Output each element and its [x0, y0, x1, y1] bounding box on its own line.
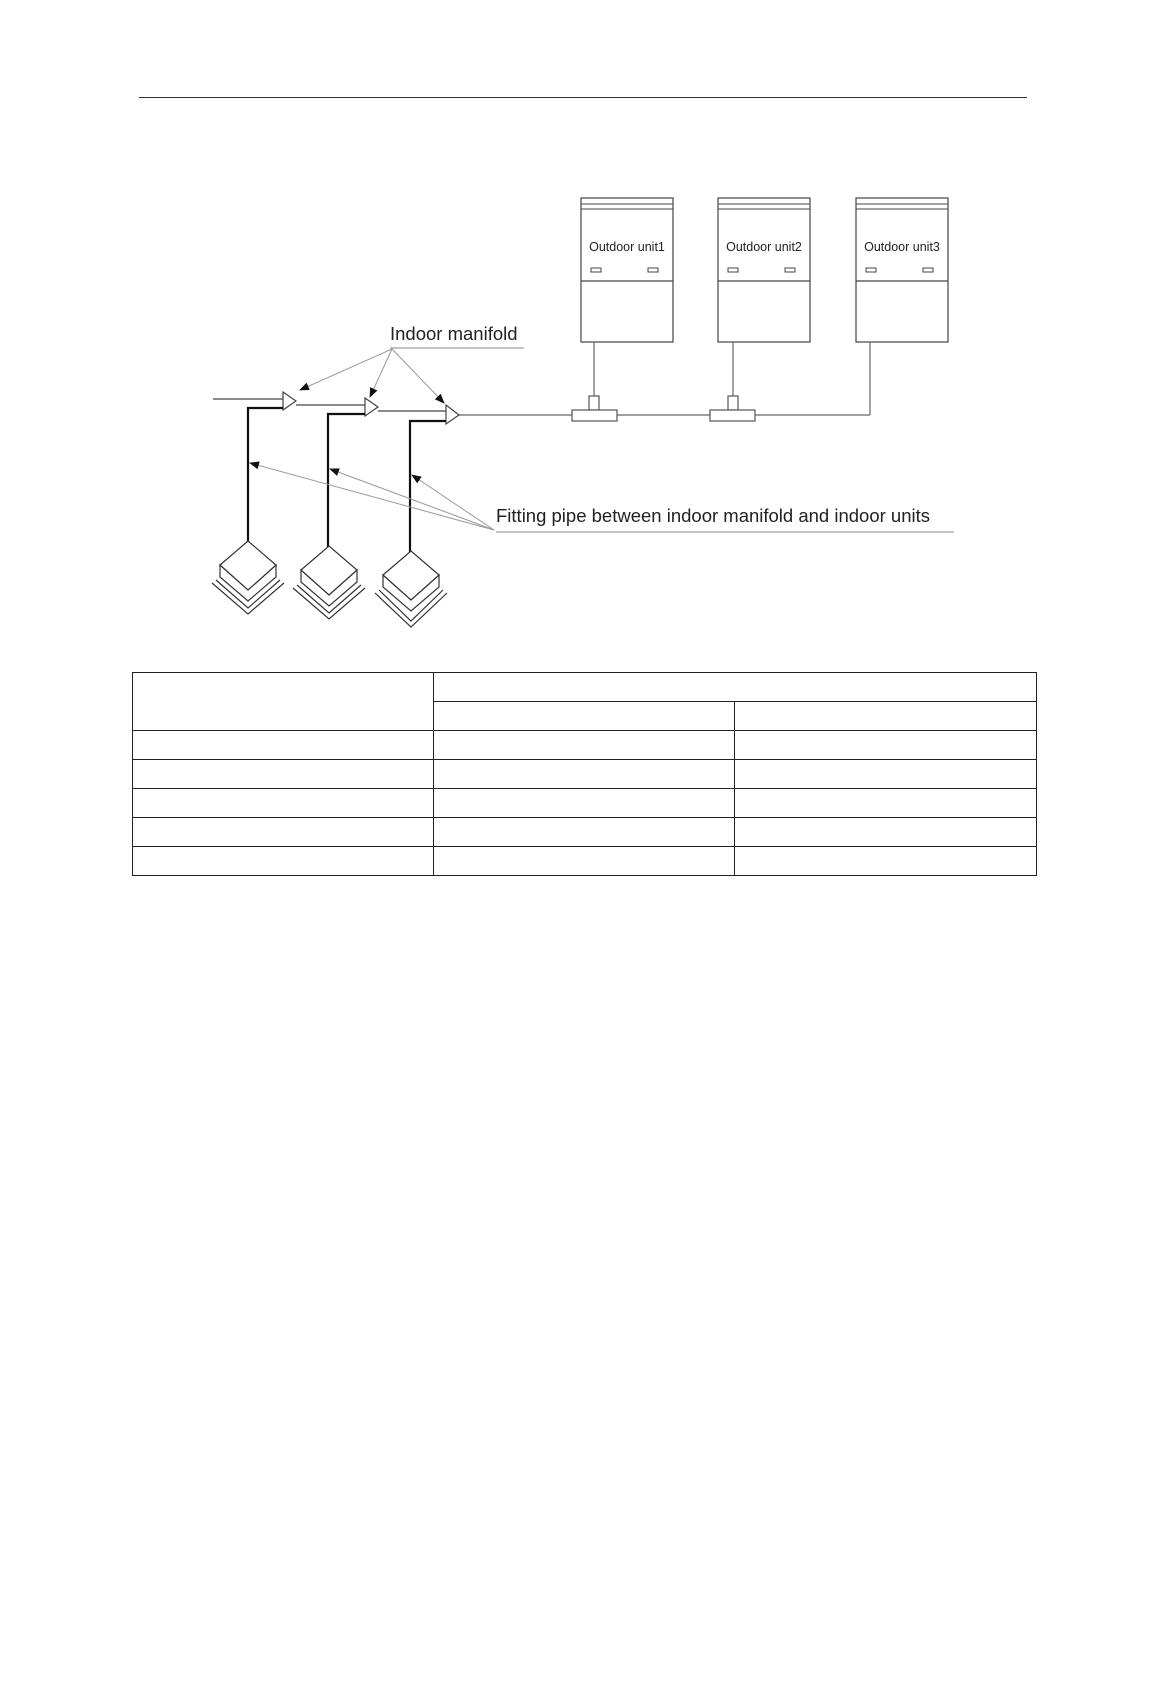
- outdoor-unit-1-label: Outdoor unit1: [589, 240, 665, 254]
- table-cell: [735, 731, 1037, 760]
- indoor-unit-3: [375, 551, 447, 627]
- table-subheader-cell: [735, 702, 1037, 731]
- outdoor-unit-1: [581, 198, 673, 342]
- branch-pipes: [248, 408, 446, 555]
- indoor-unit-1: [212, 541, 284, 614]
- indoor-manifold-callout: [300, 323, 524, 403]
- outdoor-unit-3: [856, 198, 948, 342]
- fitting-pipe-label: Fitting pipe between indoor manifold and indoor units: [496, 505, 931, 526]
- outdoor-unit-2: [718, 198, 810, 342]
- piping-diagram: [0, 0, 1162, 660]
- outdoor-tee-2: [710, 396, 755, 421]
- table-row: [133, 731, 1037, 760]
- table-row: [133, 818, 1037, 847]
- table-row: [133, 789, 1037, 818]
- table-cell: [434, 847, 735, 876]
- indoor-manifold-2: [365, 398, 378, 416]
- indoor-unit-2: [293, 546, 365, 619]
- spec-table: [132, 672, 1037, 876]
- table-cell: [735, 818, 1037, 847]
- table-cell: [133, 731, 434, 760]
- table-cell: [434, 818, 735, 847]
- indoor-manifold-1: [283, 392, 296, 410]
- table-cell: [133, 818, 434, 847]
- table-header-group: [434, 673, 1037, 702]
- table-cell: [434, 789, 735, 818]
- indoor-manifold-3: [446, 405, 459, 424]
- table-subheader-cell: [434, 702, 735, 731]
- table-cell: [133, 760, 434, 789]
- table-cell: [434, 731, 735, 760]
- fitting-pipe-callout: [250, 463, 954, 532]
- table-header-merged: [133, 673, 434, 731]
- outdoor-unit-2-label: Outdoor unit2: [726, 240, 802, 254]
- table-row: [133, 847, 1037, 876]
- outdoor-unit-3-label: Outdoor unit3: [864, 240, 940, 254]
- table-cell: [735, 789, 1037, 818]
- table-cell: [133, 789, 434, 818]
- table-cell: [133, 847, 434, 876]
- indoor-manifold-label: Indoor manifold: [390, 323, 518, 344]
- outdoor-piping: [458, 342, 870, 415]
- table-row: [133, 760, 1037, 789]
- table-cell: [735, 760, 1037, 789]
- table-cell: [735, 847, 1037, 876]
- table-header-row: [133, 673, 1037, 702]
- outdoor-tee-1: [572, 396, 617, 421]
- table-cell: [434, 760, 735, 789]
